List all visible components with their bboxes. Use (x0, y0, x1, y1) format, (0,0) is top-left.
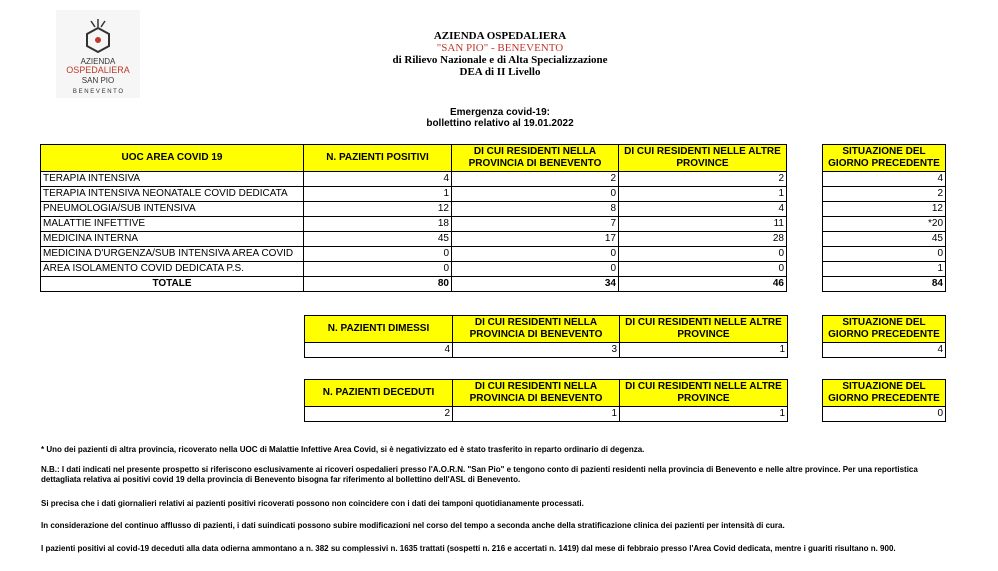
total-positivi: 80 (304, 277, 452, 292)
row-altre: 28 (619, 232, 787, 247)
prev-day-value: 4 (823, 172, 946, 187)
row-name: PNEUMOLOGIA/SUB INTENSIVA (41, 202, 304, 217)
row-benevento: 17 (452, 232, 619, 247)
prev-day-value: 45 (823, 232, 946, 247)
logo-line3: SAN PIO (81, 76, 115, 85)
col-header-uoc: UOC AREA COVID 19 (41, 145, 304, 172)
hexagon-logo-icon (78, 16, 118, 56)
prev-day-value: 12 (823, 202, 946, 217)
header-line2: "SAN PIO" - BENEVENTO (436, 42, 564, 54)
logo-line1: AZIENDA (80, 57, 116, 66)
deceduti-prev-value: 0 (823, 407, 946, 422)
logo-line2: OSPEDALIERA (66, 65, 130, 75)
table-row (41, 247, 787, 262)
row-benevento: 0 (452, 247, 619, 262)
row-positivi: 18 (304, 217, 452, 232)
hospital-logo (56, 10, 140, 98)
deceduti-prev-header: SITUAZIONE DEL GIORNO PRECEDENTE (823, 380, 946, 407)
col-header-altre: DI CUI RESIDENTI NELLE ALTRE PROVINCE (619, 145, 787, 172)
row-positivi: 0 (304, 247, 452, 262)
row-benevento: 7 (452, 217, 619, 232)
main-table-header (41, 145, 787, 172)
table-row (41, 172, 787, 187)
dimessi-header: N. PAZIENTI DIMESSI (305, 316, 453, 343)
row-altre: 11 (619, 217, 787, 232)
prev-day-value: 0 (823, 247, 946, 262)
prev-day-header: SITUAZIONE DEL GIORNO PRECEDENTE (823, 145, 946, 172)
deceduti-table (304, 379, 788, 422)
footnote-afflusso: In considerazione del continuo afflusso di pazienti, i dati suindicati possono subire modificazioni nel corso del tempo a seconda anche della stratificazione clinica dei pazienti per intensità di cura. (41, 521, 785, 530)
total-altre: 46 (619, 277, 787, 292)
row-positivi: 4 (304, 172, 452, 187)
row-positivi: 1 (304, 187, 452, 202)
row-positivi: 12 (304, 202, 452, 217)
table-row (41, 217, 787, 232)
logo-line4: B E N E V E N T O (72, 89, 124, 95)
table-row (41, 262, 787, 277)
row-benevento: 0 (452, 262, 619, 277)
header-line4: DEA di II Livello (459, 66, 541, 78)
dimessi-table (304, 315, 788, 358)
deceduti-value: 2 (305, 407, 453, 422)
header-line1: AZIENDA OSPEDALIERA (433, 30, 567, 42)
table-row (41, 187, 787, 202)
deceduti-altre-header: DI CUI RESIDENTI NELLE ALTRE PROVINCE (620, 380, 788, 407)
footnote-tamponi: Si precisa che i dati giornalieri relativi ai pazienti positivi ricoverati possono non coincidere con i dati dei tamponi quotidianamente processati. (41, 499, 584, 508)
row-positivi: 0 (304, 262, 452, 277)
row-benevento: 0 (452, 187, 619, 202)
dimessi-altre-header: DI CUI RESIDENTI NELLE ALTRE PROVINCE (620, 316, 788, 343)
dimessi-altre-value: 1 (620, 343, 788, 358)
prev-day-total: 84 (823, 277, 946, 292)
row-altre: 4 (619, 202, 787, 217)
prev-day-value: *20 (823, 217, 946, 232)
deceduti-prev-table (822, 379, 946, 422)
dimessi-benevento-header: DI CUI RESIDENTI NELLA PROVINCIA DI BENEVENTO (453, 316, 620, 343)
dimessi-benevento-value: 3 (453, 343, 620, 358)
dimessi-prev-header: SITUAZIONE DEL GIORNO PRECEDENTE (823, 316, 946, 343)
deceduti-header: N. PAZIENTI DECEDUTI (305, 380, 453, 407)
deceduti-benevento-header: DI CUI RESIDENTI NELLA PROVINCIA DI BENEVENTO (453, 380, 620, 407)
total-benevento: 34 (452, 277, 619, 292)
bulletin-subtitle (380, 107, 620, 129)
document-header (330, 30, 670, 78)
deceduti-benevento-value: 1 (453, 407, 620, 422)
subtitle-line2: bollettino relativo al 19.01.2022 (426, 118, 574, 129)
col-header-benevento: DI CUI RESIDENTI NELLA PROVINCIA DI BENEVENTO (452, 145, 619, 172)
row-name: TERAPIA INTENSIVA (41, 172, 304, 187)
deceduti-altre-value: 1 (620, 407, 788, 422)
total-label: TOTALE (41, 277, 304, 292)
row-altre: 1 (619, 187, 787, 202)
row-name: MEDICINA INTERNA (41, 232, 304, 247)
row-name: AREA ISOLAMENTO COVID DEDICATA P.S. (41, 262, 304, 277)
main-table (40, 144, 787, 292)
subtitle-line1: Emergenza covid-19: (449, 107, 551, 118)
row-altre: 2 (619, 172, 787, 187)
dimessi-value: 4 (305, 343, 453, 358)
footnote-deceduti: I pazienti positivi al covid-19 deceduti alla data odierna ammontano a n. 382 su complessivi n. 1635 trattati (sospetti n. 216 e accertati n. 1419) dal mese di febbraio presso l'Area Covid dedicata, mentre i guariti risultano n. 900. (41, 544, 896, 553)
table-row (41, 202, 787, 217)
prev-day-value: 2 (823, 187, 946, 202)
prev-day-value: 1 (823, 262, 946, 277)
row-benevento: 2 (452, 172, 619, 187)
table-row (41, 232, 787, 247)
dimessi-prev-value: 4 (823, 343, 946, 358)
dimessi-prev-table (822, 315, 946, 358)
row-name: MEDICINA D'URGENZA/SUB INTENSIVA AREA COVID (41, 247, 304, 262)
row-name: TERAPIA INTENSIVA NEONATALE COVID DEDICATA (41, 187, 304, 202)
footnote-nb: N.B.: I dati indicati nel presente prospetto si riferiscono esclusivamente ai ricoveri ospedalieri presso l'A.O.R.N. "San Pio" e tengono conto di pazienti residenti nella provincia di Benevento e nelle altre province. Per una reportistica dettagliata relativa ai positivi covid 19 della provincia di Benevento bisogna far riferimento al bollettino dell'ASL di Benevento. (41, 465, 918, 484)
col-header-positivi: N. PAZIENTI POSITIVI (304, 145, 452, 172)
row-positivi: 45 (304, 232, 452, 247)
footnote-asterisk: * Uno dei pazienti di altra provincia, ricoverato nella UOC di Malattie Infettive Area Covid, si è negativizzato ed è stato trasferito in reparto ordinario di degenza. (41, 445, 645, 454)
header-line3: di Rilievo Nazionale e di Alta Specializzazione (392, 54, 608, 66)
prev-day-table (822, 144, 946, 292)
row-benevento: 8 (452, 202, 619, 217)
row-altre: 0 (619, 247, 787, 262)
row-name: MALATTIE INFETTIVE (41, 217, 304, 232)
row-altre: 0 (619, 262, 787, 277)
total-row (41, 277, 787, 292)
